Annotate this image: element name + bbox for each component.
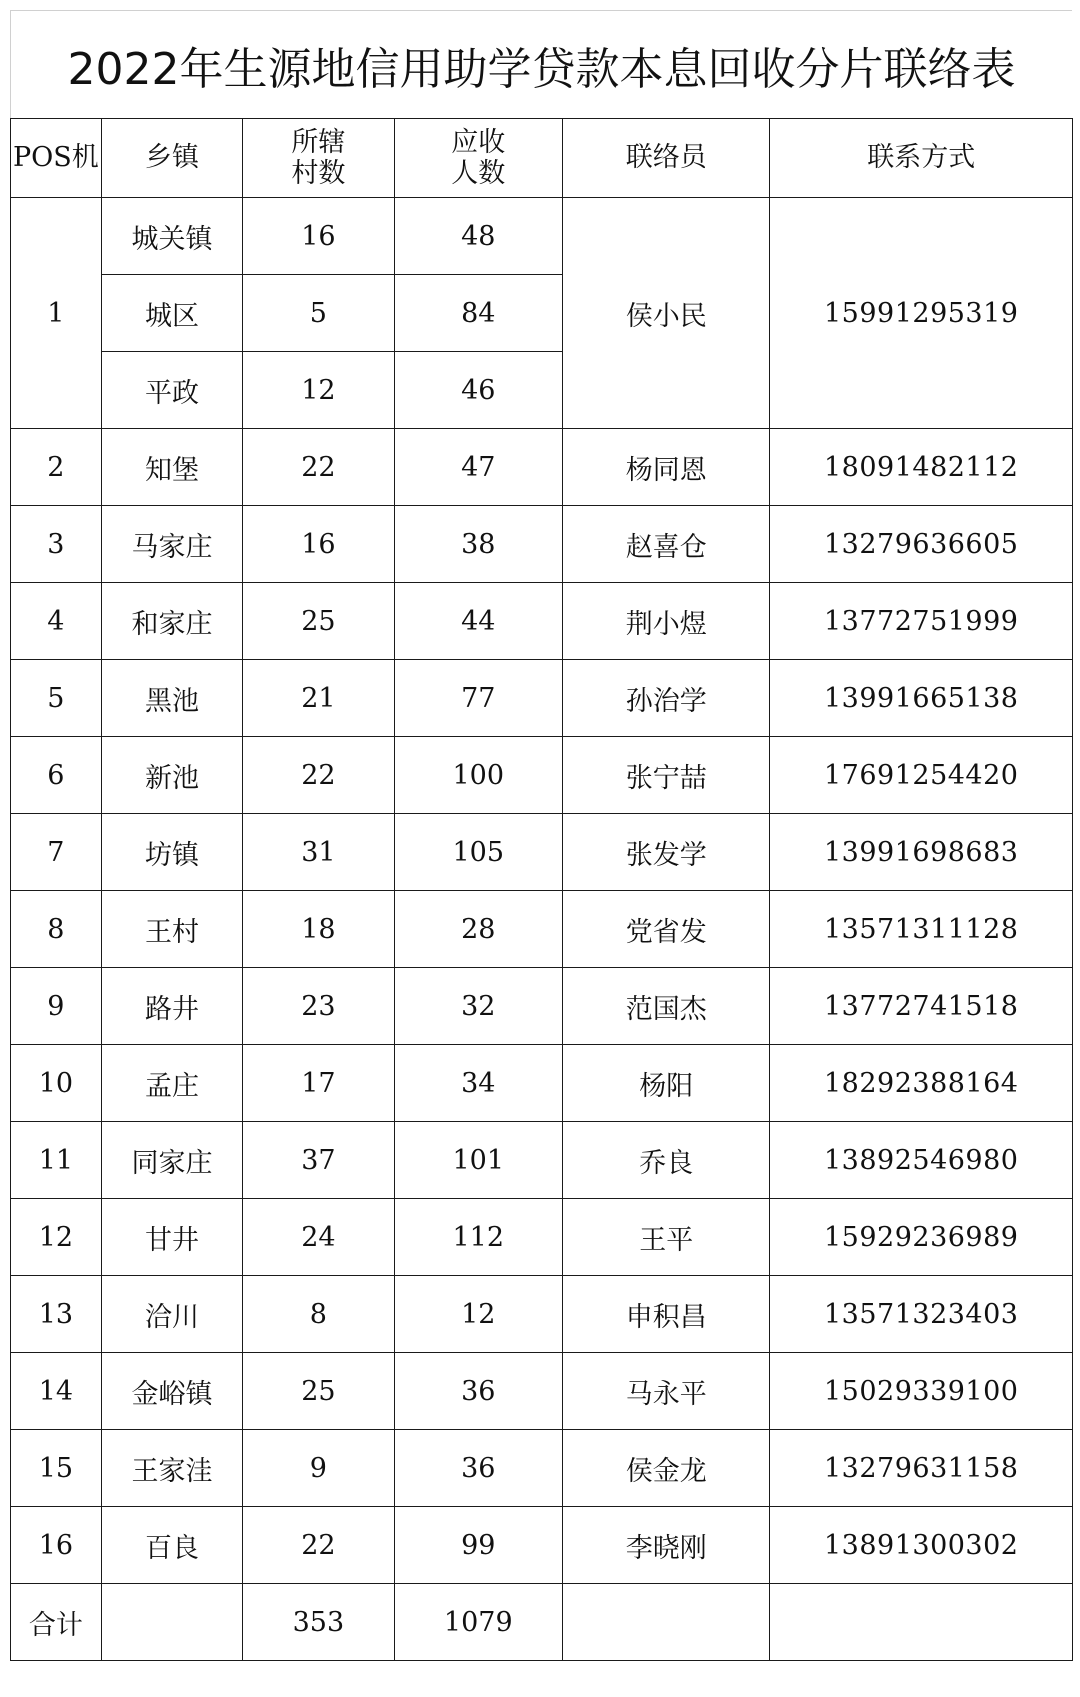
- cell-villages: 22: [243, 1507, 394, 1584]
- cell-contact: 乔良: [563, 1122, 770, 1199]
- header-people: [394, 119, 563, 198]
- cell-phone: 18091482112: [770, 429, 1073, 506]
- cell-villages: 31: [243, 814, 394, 891]
- cell-town: 和家庄: [101, 583, 243, 660]
- cell-villages: 23: [243, 968, 394, 1045]
- cell-villages: 18: [243, 891, 394, 968]
- cell-contact: 侯小民: [563, 198, 770, 429]
- cell-contact: 赵喜仓: [563, 506, 770, 583]
- cell-phone: 13772741518: [770, 968, 1073, 1045]
- cell-town: 百良: [101, 1507, 243, 1584]
- cell-town: 金峪镇: [101, 1353, 243, 1430]
- cell-contact: 张发学: [563, 814, 770, 891]
- table-row: [11, 737, 1073, 814]
- cell-phone: 13279631158: [770, 1430, 1073, 1507]
- cell-town: 马家庄: [101, 506, 243, 583]
- table-row: [11, 814, 1073, 891]
- total-phone-empty: [770, 1584, 1073, 1661]
- cell-phone: 13772751999: [770, 583, 1073, 660]
- cell-phone: 15029339100: [770, 1353, 1073, 1430]
- cell-town: 新池: [101, 737, 243, 814]
- cell-villages: 22: [243, 429, 394, 506]
- table-row: [11, 583, 1073, 660]
- cell-people: 44: [394, 583, 563, 660]
- cell-villages: 12: [243, 352, 394, 429]
- cell-town: 黑池: [101, 660, 243, 737]
- header-contact: 联络员: [563, 119, 770, 198]
- cell-people: 105: [394, 814, 563, 891]
- cell-villages: 8: [243, 1276, 394, 1353]
- cell-people: 46: [394, 352, 563, 429]
- cell-pos: 12: [11, 1199, 102, 1276]
- table-row: [11, 1045, 1073, 1122]
- cell-contact: 杨同恩: [563, 429, 770, 506]
- cell-phone: 15991295319: [770, 198, 1073, 429]
- cell-people: 38: [394, 506, 563, 583]
- header-town: 乡镇: [101, 119, 243, 198]
- cell-villages: 25: [243, 1353, 394, 1430]
- table-row: [11, 1199, 1073, 1276]
- cell-villages: 37: [243, 1122, 394, 1199]
- table-row: [11, 1353, 1073, 1430]
- cell-contact: 党省发: [563, 891, 770, 968]
- table-row: [11, 506, 1073, 583]
- cell-pos: 4: [11, 583, 102, 660]
- table-row: [11, 1430, 1073, 1507]
- table-row: [11, 891, 1073, 968]
- table-row: [11, 1276, 1073, 1353]
- cell-pos: 11: [11, 1122, 102, 1199]
- cell-town: 洽川: [101, 1276, 243, 1353]
- cell-villages: 24: [243, 1199, 394, 1276]
- cell-town: 平政: [101, 352, 243, 429]
- cell-villages: 17: [243, 1045, 394, 1122]
- cell-pos: 15: [11, 1430, 102, 1507]
- total-label: 合计: [11, 1584, 102, 1661]
- cell-pos: 1: [11, 198, 102, 429]
- cell-pos: 16: [11, 1507, 102, 1584]
- cell-town: 王家洼: [101, 1430, 243, 1507]
- cell-people: 84: [394, 275, 563, 352]
- total-villages: 353: [243, 1584, 394, 1661]
- cell-town: 城区: [101, 275, 243, 352]
- cell-pos: 7: [11, 814, 102, 891]
- cell-people: 47: [394, 429, 563, 506]
- cell-villages: 22: [243, 737, 394, 814]
- cell-phone: 17691254420: [770, 737, 1073, 814]
- cell-pos: 13: [11, 1276, 102, 1353]
- cell-villages: 5: [243, 275, 394, 352]
- cell-contact: 李晓刚: [563, 1507, 770, 1584]
- cell-pos: 14: [11, 1353, 102, 1430]
- total-town-empty: [101, 1584, 243, 1661]
- cell-villages: 9: [243, 1430, 394, 1507]
- table-row: [11, 1122, 1073, 1199]
- header-phone: 联系方式: [770, 119, 1073, 198]
- cell-pos: 3: [11, 506, 102, 583]
- cell-contact: 马永平: [563, 1353, 770, 1430]
- cell-pos: 2: [11, 429, 102, 506]
- cell-phone: 13892546980: [770, 1122, 1073, 1199]
- page-title: 2022年生源地信用助学贷款本息回收分片联络表: [10, 10, 1072, 118]
- cell-contact: 申积昌: [563, 1276, 770, 1353]
- header-villages-line2: 村数: [291, 158, 346, 189]
- cell-villages: 16: [243, 198, 394, 275]
- header-people-line2: 人数: [451, 158, 506, 189]
- cell-contact: 杨阳: [563, 1045, 770, 1122]
- total-people: 1079: [394, 1584, 563, 1661]
- cell-town: 孟庄: [101, 1045, 243, 1122]
- contact-table: [10, 118, 1073, 1661]
- cell-pos: 10: [11, 1045, 102, 1122]
- cell-villages: 16: [243, 506, 394, 583]
- cell-phone: 15929236989: [770, 1199, 1073, 1276]
- cell-people: 99: [394, 1507, 563, 1584]
- cell-contact: 荆小煜: [563, 583, 770, 660]
- table-row: [11, 198, 1073, 275]
- cell-pos: 6: [11, 737, 102, 814]
- cell-phone: 13279636605: [770, 506, 1073, 583]
- table-row: [11, 660, 1073, 737]
- cell-town: 知堡: [101, 429, 243, 506]
- cell-town: 王村: [101, 891, 243, 968]
- cell-people: 32: [394, 968, 563, 1045]
- header-people-line1: 应收: [451, 126, 506, 158]
- table-row: [11, 1507, 1073, 1584]
- cell-contact: 侯金龙: [563, 1430, 770, 1507]
- header-villages-line1: 所辖: [291, 126, 346, 158]
- header-villages: [243, 119, 394, 198]
- table-row: [11, 429, 1073, 506]
- cell-people: 101: [394, 1122, 563, 1199]
- cell-people: 48: [394, 198, 563, 275]
- total-contact-empty: [563, 1584, 770, 1661]
- cell-phone: 13991698683: [770, 814, 1073, 891]
- cell-people: 34: [394, 1045, 563, 1122]
- cell-town: 同家庄: [101, 1122, 243, 1199]
- cell-town: 甘井: [101, 1199, 243, 1276]
- cell-people: 100: [394, 737, 563, 814]
- cell-people: 12: [394, 1276, 563, 1353]
- cell-town: 坊镇: [101, 814, 243, 891]
- cell-people: 112: [394, 1199, 563, 1276]
- cell-contact: 范国杰: [563, 968, 770, 1045]
- header-row: [11, 119, 1073, 198]
- cell-villages: 21: [243, 660, 394, 737]
- cell-contact: 孙治学: [563, 660, 770, 737]
- cell-town: 路井: [101, 968, 243, 1045]
- cell-people: 36: [394, 1430, 563, 1507]
- cell-contact: 张宁喆: [563, 737, 770, 814]
- cell-pos: 5: [11, 660, 102, 737]
- header-pos: POS机: [11, 119, 102, 198]
- cell-phone: 13571311128: [770, 891, 1073, 968]
- total-row: [11, 1584, 1073, 1661]
- cell-phone: 13891300302: [770, 1507, 1073, 1584]
- cell-pos: 8: [11, 891, 102, 968]
- cell-phone: 18292388164: [770, 1045, 1073, 1122]
- cell-contact: 王平: [563, 1199, 770, 1276]
- cell-villages: 25: [243, 583, 394, 660]
- cell-pos: 9: [11, 968, 102, 1045]
- cell-phone: 13571323403: [770, 1276, 1073, 1353]
- table-row: [11, 968, 1073, 1045]
- cell-phone: 13991665138: [770, 660, 1073, 737]
- cell-town: 城关镇: [101, 198, 243, 275]
- cell-people: 77: [394, 660, 563, 737]
- cell-people: 36: [394, 1353, 563, 1430]
- cell-people: 28: [394, 891, 563, 968]
